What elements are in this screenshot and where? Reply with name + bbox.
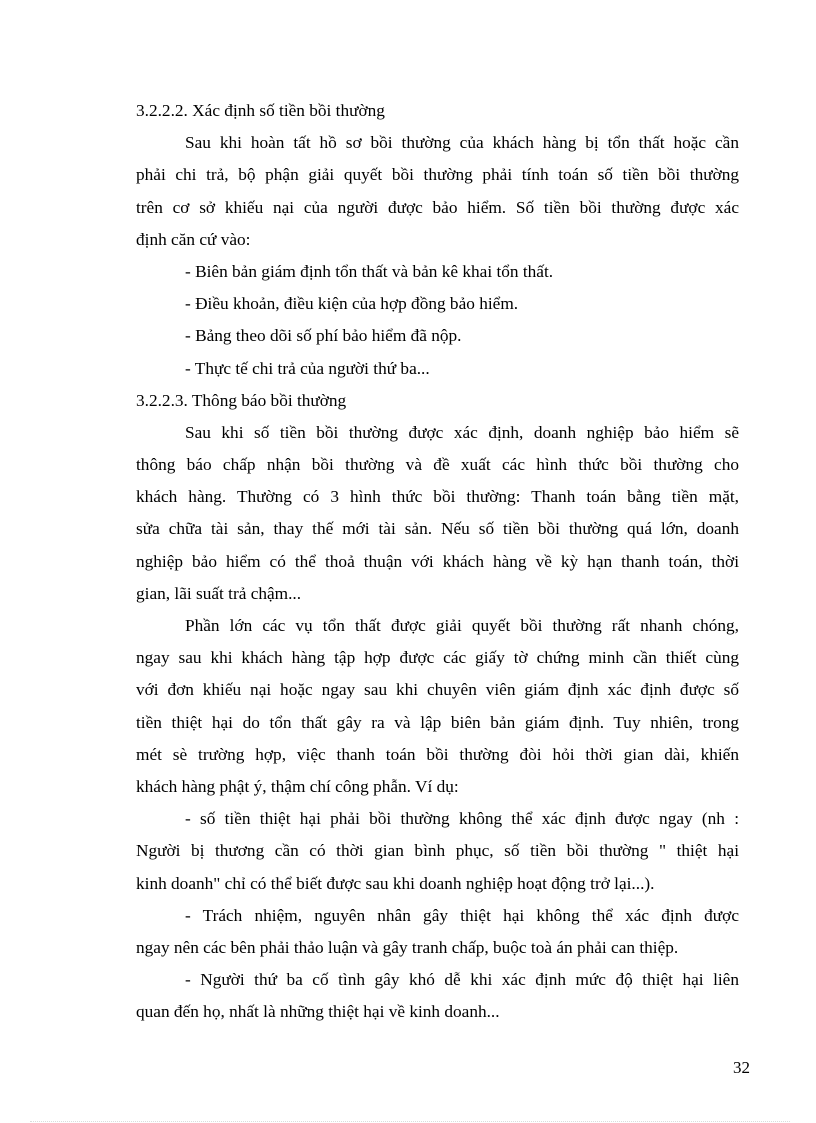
text-line: mét sè trường hợp, việc thanh toán bồi thường đòi hỏi thời gian dài, khiến: [136, 744, 739, 764]
list-item: [136, 353, 739, 385]
footer-divider: [30, 1121, 790, 1122]
section-heading: 3.2.2.3. Thông báo bồi thường: [136, 390, 347, 410]
text-line: - Người thứ ba cố tình gây khó dễ khi xác định mức độ thiệt hại liên: [185, 970, 739, 990]
text-line: gian, lãi suất trả chậm...: [136, 583, 302, 603]
text-line: - Điều khoản, điều kiện của hợp đồng bảo hiểm.: [185, 294, 519, 314]
paragraph: [136, 610, 739, 803]
list-item: [136, 288, 739, 320]
text-line: nghiệp bảo hiểm có thể thoả thuận với khách hàng về kỳ hạn thanh toán, thời: [136, 551, 739, 571]
text-line: - Trách nhiệm, nguyên nhân gây thiệt hại không thể xác định được: [185, 905, 739, 925]
text-line: Phần lớn các vụ tổn thất được giải quyết bồi thường rất nhanh chóng,: [185, 616, 739, 635]
section-heading: 3.2.2.2. Xác định số tiền bồi thường: [136, 101, 385, 120]
text-line: Người bị thương cần có thời gian bình phục, số tiền bồi thường " thiệt hại: [136, 841, 739, 861]
paragraph: [136, 127, 739, 256]
text-line: thông báo chấp nhận bồi thường và đề xuất các hình thức bồi thường cho: [136, 455, 739, 475]
list-item: [136, 964, 739, 1028]
text-line: sửa chữa tài sản, thay thế mới tài sản. Nếu số tiền bồi thường quá lớn, doanh: [136, 519, 739, 539]
text-line: trên cơ sở khiếu nại của người được bảo hiểm. Số tiền bồi thường được xác: [136, 197, 739, 217]
text-line: ngay nên các bên phải thảo luận và gây tranh chấp, buộc toà án phải can thiệp.: [136, 937, 679, 957]
text-line: - số tiền thiệt hại phải bồi thường không thể xác định được ngay (nh :: [185, 809, 739, 829]
text-line: quan đến họ, nhất là những thiệt hại về kinh doanh...: [136, 1002, 500, 1022]
list-item: [136, 320, 739, 352]
text-line: khách hàng phật ý, thậm chí công phẫn. Ví dụ:: [136, 776, 459, 796]
text-line: tiền thiệt hại do tổn thất gây ra và lập biên bản giám định. Tuy nhiên, trong: [136, 712, 739, 732]
list-item: [136, 803, 739, 900]
paragraph: [136, 417, 739, 610]
text-line: - Thực tế chi trả của người thứ ba...: [185, 358, 430, 378]
text-line: - Bảng theo dõi số phí bảo hiểm đã nộp.: [185, 326, 462, 346]
list-item: [136, 256, 739, 288]
page-content: [136, 95, 739, 1028]
text-line: Sau khi số tiền bồi thường được xác định, doanh nghiệp bảo hiểm sẽ: [185, 422, 739, 442]
text-line: ngay sau khi khách hàng tập hợp được các giấy tờ chứng minh cần thiết cùng: [136, 648, 739, 668]
list-item: [136, 900, 739, 964]
text-line: định căn cứ vào:: [136, 229, 251, 249]
text-line: kinh doanh" chỉ có thể biết được sau khi doanh nghiệp hoạt động trở lại...).: [136, 873, 655, 893]
text-line: - Biên bản giám định tổn thất và bản kê khai tổn thất.: [185, 261, 554, 281]
text-line: khách hàng. Thường có 3 hình thức bồi thường: Thanh toán bằng tiền mặt,: [136, 487, 739, 507]
text-line: Sau khi hoàn tất hồ sơ bồi thường của khách hàng bị tổn thất hoặc cần: [185, 133, 739, 153]
text-line: phải chi trả, bộ phận giải quyết bồi thường phải tính toán số tiền bồi thường: [136, 165, 739, 185]
page-number: 32: [733, 1058, 750, 1077]
text-line: với đơn khiếu nại hoặc ngay sau khi chuyên viên giám định xác định được số: [136, 680, 739, 700]
